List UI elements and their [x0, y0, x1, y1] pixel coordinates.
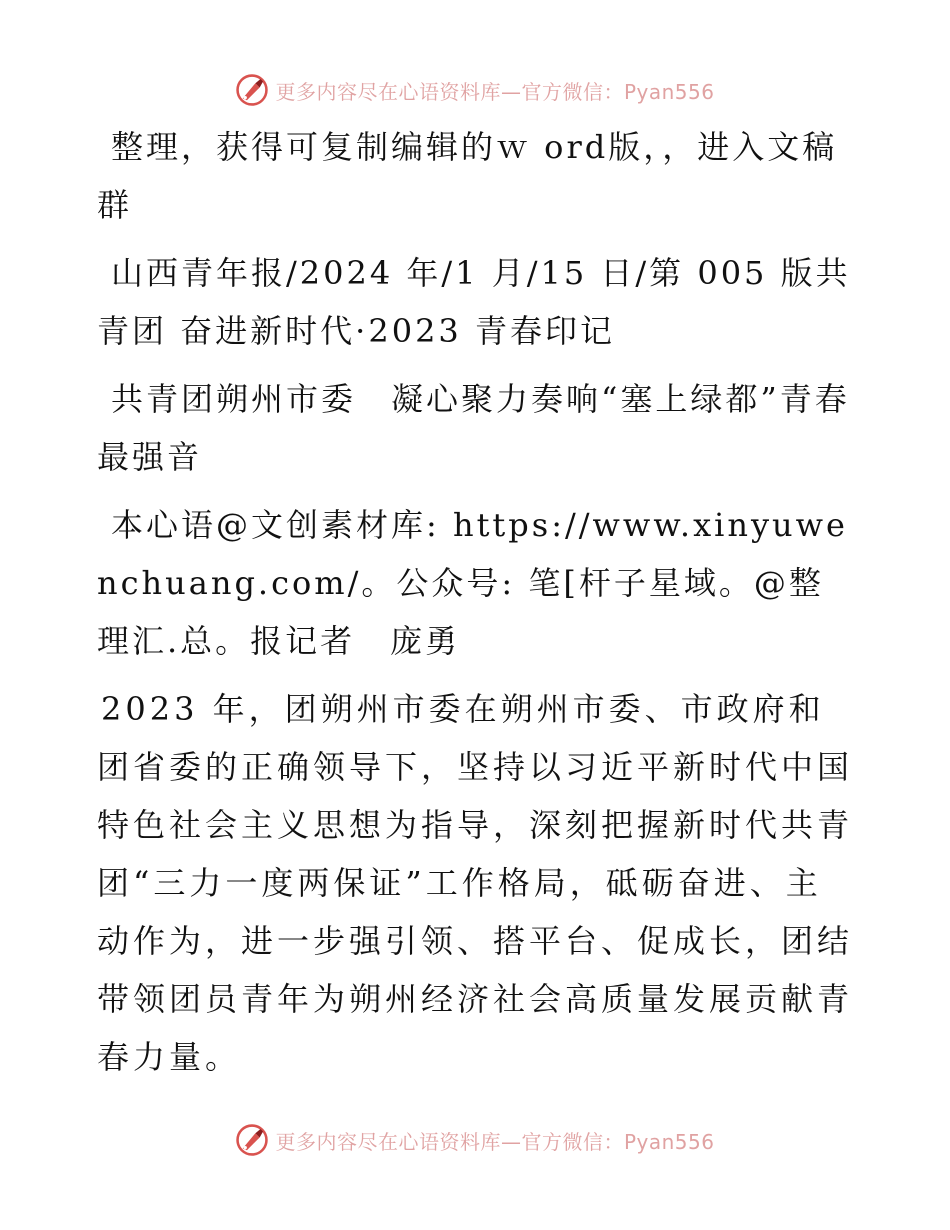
watermark-text: 更多内容尽在心语资料库—官方微信：Pyan556	[275, 79, 715, 104]
source-line: 山西青年报/2024 年/1 月/15 日/第 005 版共青团 奋进新时代·2023 青春印记	[97, 254, 851, 350]
byline-paragraph: 本心语@文创素材库: https://www.xinyuwenchuang.com/。公众号: 笔[杆子星域。@整理汇.总。报记者 庞勇	[97, 506, 848, 660]
body-paragraph: 2023 年，团朔州市委在朔州市委、市政府和团省委的正确领导下，坚持以习近平新时代中国特色社会主义思想为指导，深刻把握新时代共青团“三力一度两保证”工作格局，砥砺奋进、主动作为，进一步强引领、搭平台、促成长，团结带领团员青年为朔州经济社会高质量发展贡献青春力量。	[97, 690, 854, 1076]
document-body	[97, 118, 857, 1096]
watermark-text: 更多内容尽在心语资料库—官方微信：Pyan556	[275, 1129, 715, 1154]
article-title: 共青团朔州市委 凝心聚力奏响“塞上绿都”青春最强音	[97, 380, 850, 476]
intro-paragraph: 整理，获得可复制编辑的ｗ ord版，，进入文稿群	[97, 128, 838, 224]
pen-logo-icon	[235, 73, 269, 107]
footer-watermark	[0, 1120, 950, 1160]
header-watermark	[0, 70, 950, 110]
pen-logo-icon	[235, 1123, 269, 1157]
